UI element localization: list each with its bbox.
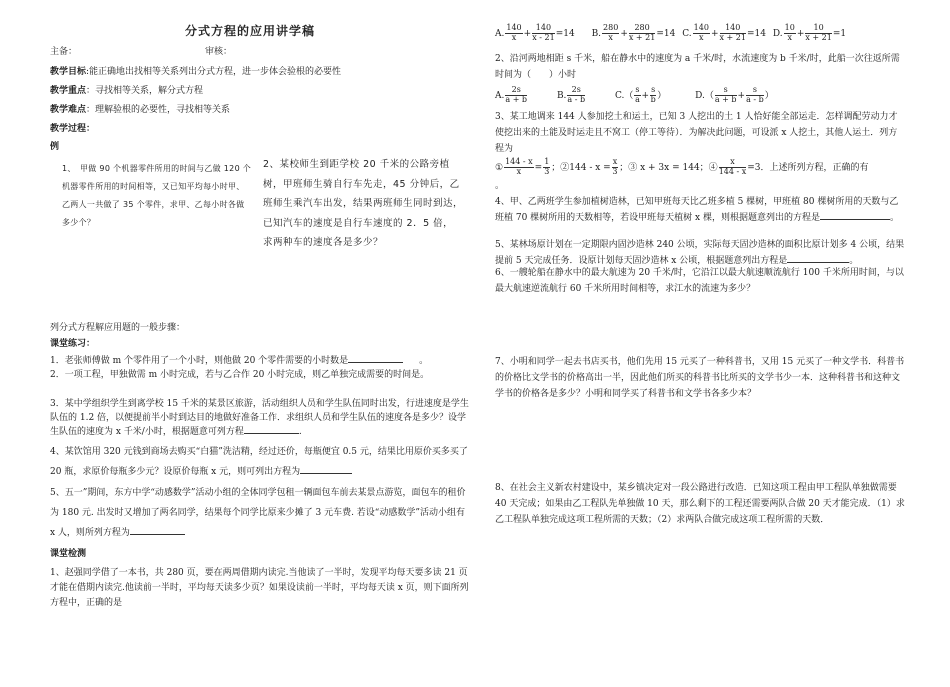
option-b-label: B. — [556, 90, 567, 101]
option-d-label: D. — [772, 28, 783, 39]
difficulty-text: ：理解验根的必要性，寻找相等关系 — [86, 105, 231, 115]
test-q4-end: 。 — [889, 212, 899, 223]
example-2: 2、某校师生到距学校 20 千米的公路旁植树，甲班师生骑自行车先走，45 分钟后，乙班师生乘汽车出发，结果两班师生同时到达，已知汽车的速度是自行车速度的 2．5 倍，求两种车的速度各是多少？ — [263, 159, 464, 248]
practice-q5 — [50, 484, 470, 543]
practice-q5-text: 5、五一”期间，东方中学“动感数学”活动小组的全体同学包租一辆面包车前去某景点游览，面包车的租价为 180 元. 出发时又增加了两名同学，结果每个同学比原来少摊了 3 元车费. 若设“动感数学”活动小组有 x 人，则所列方程为 — [50, 488, 466, 538]
process-label: 教学过程： — [50, 124, 96, 134]
test-q4 — [495, 195, 905, 227]
option-d-label: D. — [695, 90, 705, 101]
option-b-rhs: =14 — [656, 28, 676, 39]
fraction: $\frac{140}{x + 21}$ — [719, 23, 746, 42]
answer-blank[interactable] — [348, 354, 403, 363]
test-q2-options: A. $\frac{2s}{a + b}$ B. $\frac{2s}{a - b}$ C.（ $\frac{s}{a}$ + $\frac{s}{b}$ ） D.（ $\frac{s}{a + b}$ + $\frac{s}{a - b}$ ） — [495, 85, 774, 104]
test-q5-end: 。 — [849, 255, 859, 266]
fraction: $\frac{10}{x + 21}$ — [805, 23, 832, 42]
option-a-label: A. — [495, 90, 505, 101]
test-q1: 1、赵强同学借了一本书，共 280 页，要在两周借期内读完.当他读了一半时，发现平均每天要多读 21 页才能在借期内读完.他读前一半时，平均每天读多少页？如果设读前一半时，平均每天读 x 页，则下面所列方程中，正确的是 — [50, 568, 469, 608]
fraction: $\frac{s}{a}$ — [635, 85, 640, 104]
practice-q2-text: 2．一项工程，甲独做需 m 小时完成，若与乙合作 20 小时完成，则乙单独完成需要的时间是 — [50, 370, 421, 380]
teaching-difficulty — [50, 104, 230, 118]
fraction: $\frac{140}{x}$ — [693, 23, 709, 42]
page-title: 分式方程的应用讲学稿 — [185, 24, 316, 38]
test-q4-text: 4、甲、乙两班学生参加植树造林，已知甲班每天比乙班多植 5 棵树，甲班植 80 棵树所用的天数与乙班植 70 棵树所用的天数相等，若设甲班每天植树 x 棵，则根据题意列出的方程是 — [495, 197, 899, 223]
option-c-rhs: =14 — [746, 28, 766, 39]
teaching-goal — [50, 66, 470, 80]
practice-q1 — [50, 354, 470, 369]
fraction: $\frac{140}{x}$ — [506, 23, 522, 42]
practice-q4 — [50, 443, 470, 483]
test-q5 — [495, 238, 905, 270]
answer-blank[interactable] — [787, 254, 849, 263]
answer-blank[interactable] — [244, 425, 299, 434]
example-label: 例 — [50, 142, 60, 152]
answer-blank[interactable] — [820, 211, 890, 220]
fraction: $\frac{s}{b}$ — [650, 85, 656, 104]
fraction: $\frac{x}{3}$ — [612, 157, 618, 176]
practice-q1-end: 。 — [419, 356, 429, 366]
key-label: 教学重点 — [50, 86, 87, 96]
practice-q3-end: . — [298, 427, 302, 437]
fraction: $\frac{140}{x - 21}$ — [532, 23, 555, 42]
test-q7: 7、小明和同学一起去书店买书，他们先用 15 元买了一种科普书，又用 15 元买了一种文学书．科普书的价格比文学书的价格高出一半，因此他们所买的科普书比所买的文学书少一本．这种科普书和这种文学书的价格各是多少？小明和同学买了科普书和文学书各多少本？ — [495, 357, 905, 400]
option-c-label: C. — [682, 28, 692, 39]
goal-label: 教学目标 — [50, 67, 87, 77]
test-q6: 6、一艘轮船在静水中的最大航速为 20 千米/时，它沿江以最大航速顺流航行 100 千米所用时间，与以最大航速逆流航行 60 千米所用时间相等，求江水的流速为多少？ — [495, 268, 904, 294]
option-d-rhs: =1 — [832, 28, 847, 39]
fraction: $\frac{280}{x + 21}$ — [628, 23, 656, 42]
practice-q2-end: 。 — [420, 370, 430, 380]
option-a-rhs: =14 — [555, 28, 575, 39]
fraction: $\frac{x}{144 - x}$ — [718, 157, 747, 176]
practice-q1-text: 1．老张师傅做 m 个零件用了一个小时，则他做 20 个零件需要的小时数是 — [50, 356, 349, 366]
goal-text: :能正确地出找相等关系列出分式方程，进一步体会验根的必要性 — [86, 67, 342, 77]
answer-blank[interactable] — [300, 465, 352, 474]
fraction: $\frac{280}{x}$ — [603, 23, 619, 42]
test-q8: 8、在社会主义新农村建设中，某乡镇决定对一段公路进行改造．已知这项工程由甲工程队单独做需要 40 天完成；如果由乙工程队先单独做 10 天，那么剩下的工程还需要两队合做 20 天才能完成．（1）求乙工程队单独完成这项工程所需的天数；（2）求两队合做完成这项工程所需的天数． — [495, 483, 905, 526]
example-1: 1、 甲做 90 个机器零件所用的时间与乙做 120 个机器零件所用的时间相等，又已知平均每小时甲、乙两人一共做了 35 个零件，求甲、乙每小时各做多少个？ — [62, 164, 252, 227]
practice-q2 — [50, 369, 470, 383]
test-label: 课堂检测 — [50, 549, 87, 559]
fraction: $\frac{s}{a - b}$ — [746, 85, 764, 104]
fraction: $\frac{10}{x}$ — [784, 23, 795, 42]
practice-q3 — [50, 398, 470, 440]
test-q3-tail: 。 — [495, 181, 505, 191]
option-a-label: A. — [495, 28, 505, 39]
reviewer-label: 审核： — [205, 47, 233, 57]
practice-q3-text: 3．某中学组织学生到离学校 15 千米的某景区旅游，活动组织人员和学生队伍同时出发，行进速度是学生队伍的 1.2 倍，以便提前半小时到达目的地做好准备工作．求组织人员和学生队伍的速度各是多少？设学生队伍的速度为 x 千米/小时，根据题意可列方程 — [50, 399, 469, 437]
test-q3: 3、某工地调来 144 人参加挖土和运土，已知 3 人挖出的土 1 人恰好能全部运走．怎样调配劳动力才使挖出来的土能及时运走且不窝工（停工等待）．为解决此问题，可设派 x 人挖土，其他人运土．列方程为 — [495, 112, 898, 154]
steps-label: 列分式方程解应用题的一般步骤： — [50, 323, 186, 333]
fraction: $\frac{s}{a + b}$ — [714, 85, 737, 104]
author-label: 主备： — [50, 47, 78, 57]
test-q2: 2、沿河两地相距 s 千米，船在静水中的速度为 a 千米/时，水流速度为 b 千米/时，此船一次往返所需时间为（ ）小时 — [495, 54, 900, 80]
practice-label: 课堂练习： — [50, 339, 96, 349]
difficulty-label: 教学难点 — [50, 105, 87, 115]
fraction: $\frac{144 - x}{x}$ — [505, 157, 533, 176]
practice-q4-text: 4、某饮馆用 320 元钱到商场去购买“白猫”洗洁精，经过还价，每瓶便宜 0.5 元，结果比用原价买多买了 20 瓶，求原价每瓶多少元？设原价每瓶 x 元，则可列出方程为 — [50, 447, 468, 477]
test-q5-text: 5、某林场原计划在一定期限内固沙造林 240 公顷，实际每天固沙造林的面积比原计划多 4 公顷，结果提前 5 天完成任务．设原计划每天固沙造林 x 公顷，根据题意列出方程是 — [495, 240, 905, 266]
answer-blank[interactable] — [130, 526, 185, 535]
option-c-label: C.（ — [614, 90, 634, 101]
fraction: $\frac{2s}{a + b}$ — [505, 85, 528, 104]
fraction: $\frac{2s}{a - b}$ — [567, 85, 586, 104]
option-b-label: B. — [591, 28, 602, 39]
fraction: $\frac{1}{3}$ — [544, 157, 550, 176]
key-text: ：寻找相等关系，解分式方程 — [86, 86, 204, 96]
teaching-key — [50, 85, 203, 99]
test-q1-options: A. $\frac{140}{x}$ + $\frac{140}{x - 21}$ =14 B. $\frac{280}{x}$ + $\frac{280}{x + 21}$ =14 C. $\frac{140}{x}$ + $\frac{140}{x + 21}$ =14 D. $\frac{10}{x}$ + $\frac{10}{x + 21}$ =1 — [495, 23, 847, 42]
test-q3-equations: ① $\frac{144 - x}{x}$ = $\frac{1}{3}$ ；②144 - x = $\frac{x}{3}$ ；③ x + 3x = 144；④ $\frac{x}{144 - x}$ =3．上述所列方程，正确的有 — [495, 157, 869, 176]
